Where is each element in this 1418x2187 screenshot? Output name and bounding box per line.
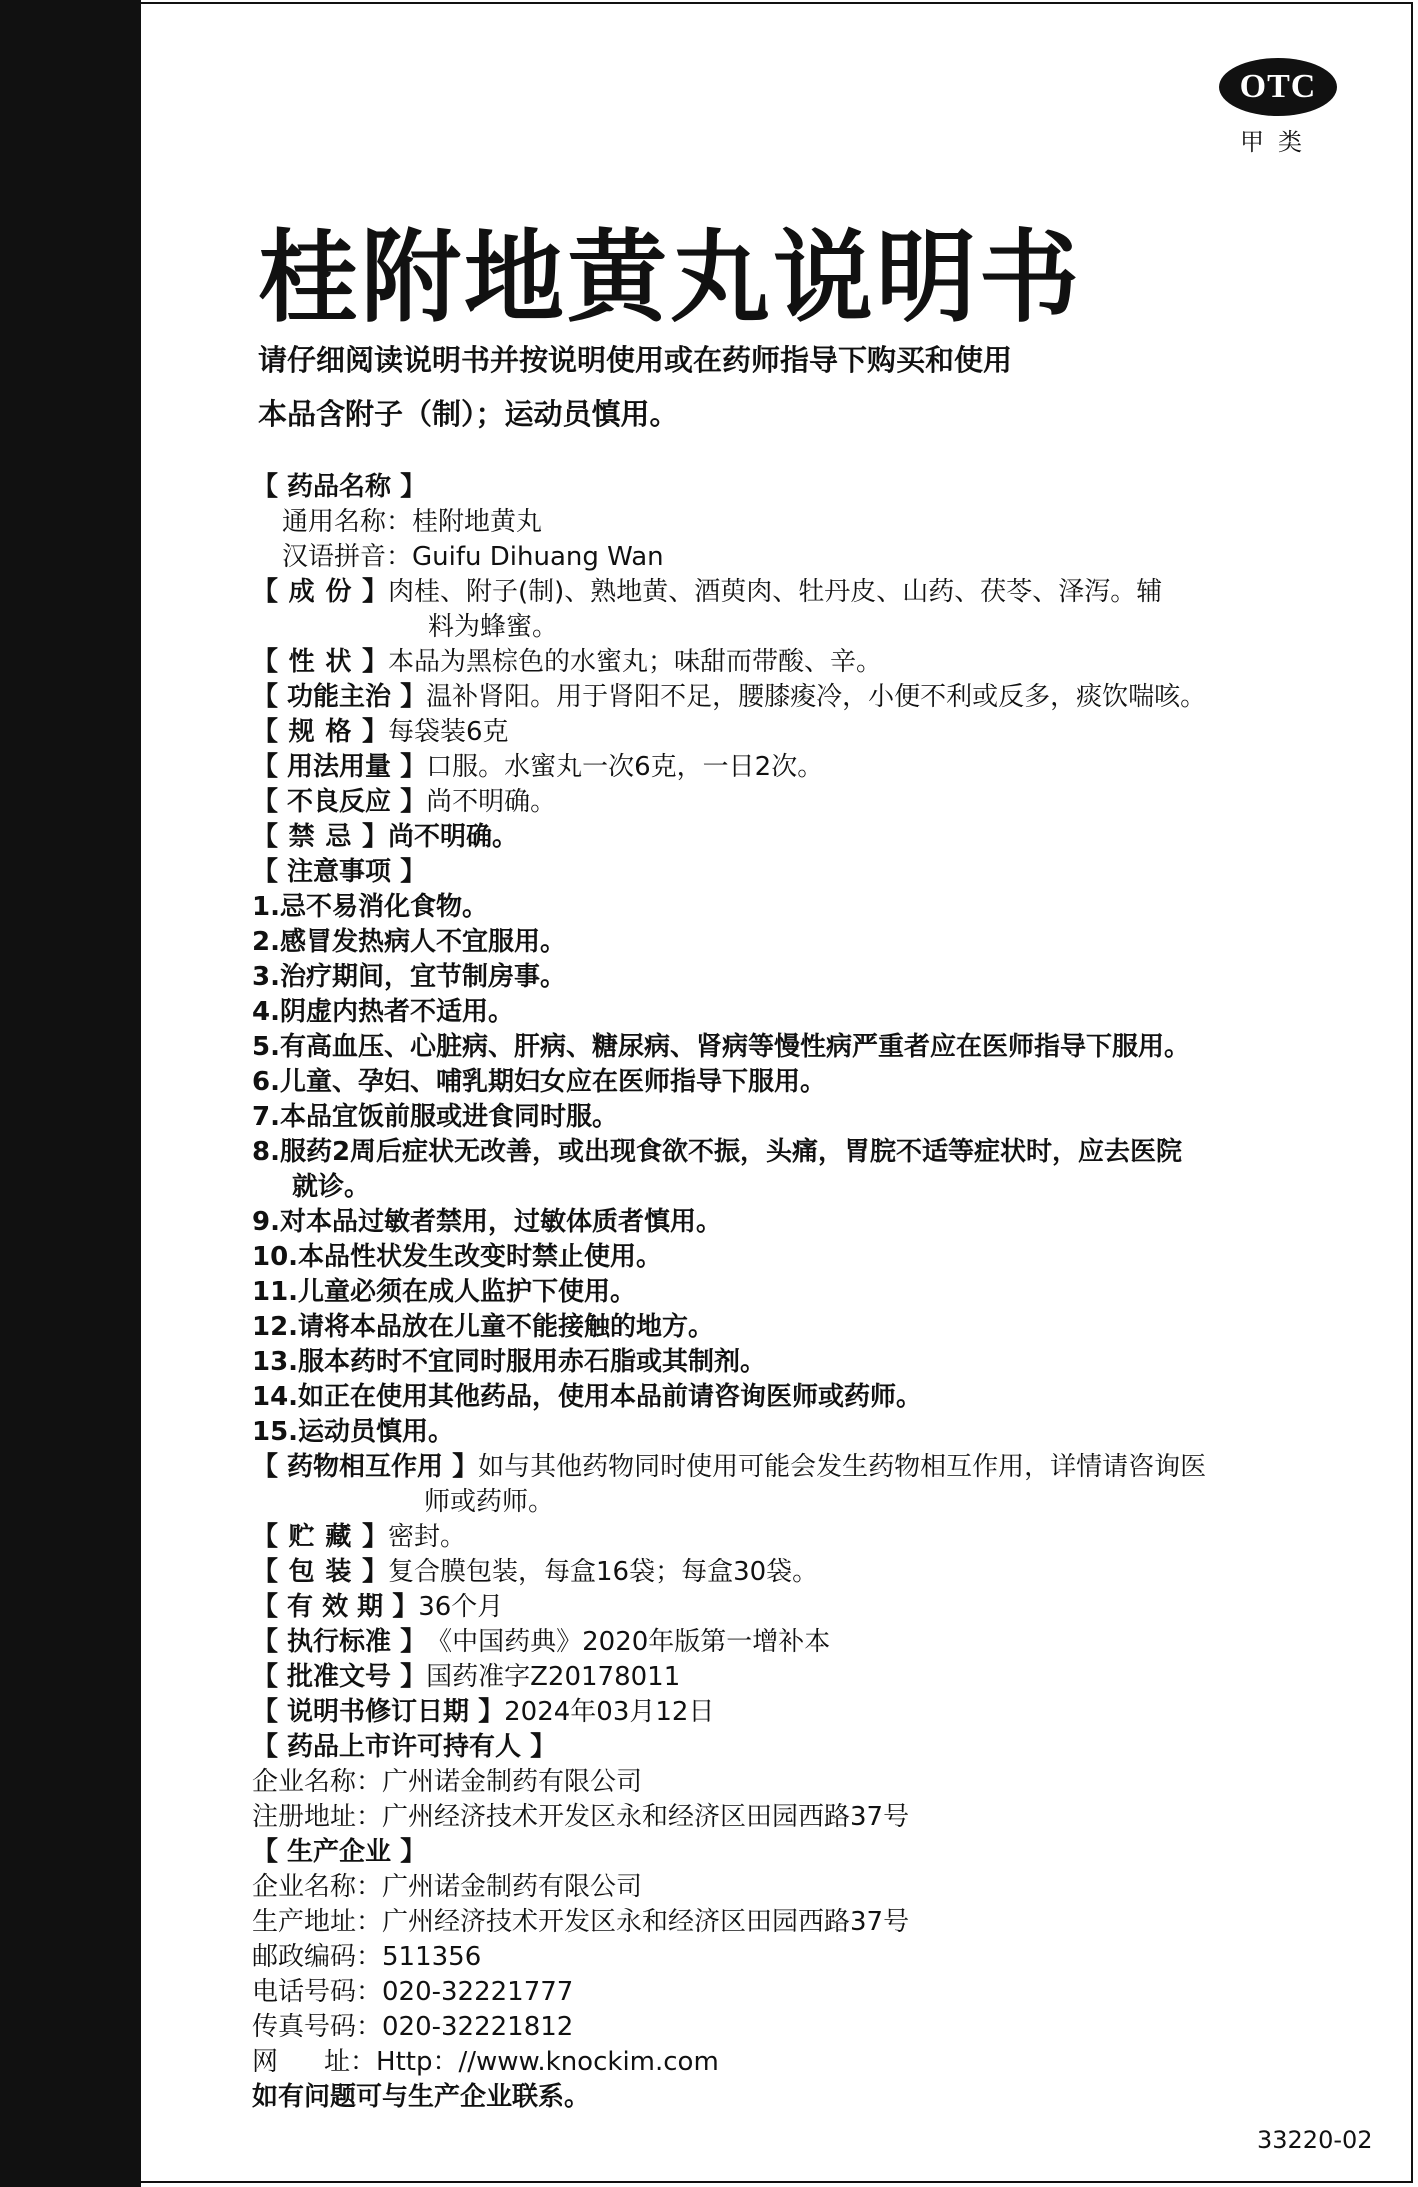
composition-label: 【 成 份 】 (252, 577, 388, 607)
manufacturer-phone: 电话号码：020-32221777 (252, 1977, 574, 2007)
manufacturer-address: 生产地址：广州经济技术开发区永和经济区田园西路37号 (252, 1907, 910, 1937)
precaution-item: 14.如正在使用其他药品，使用本品前请咨询医师或药师。 (252, 1382, 923, 1412)
otc-class-label: 甲类 (1240, 128, 1316, 156)
standard-label: 【 执行标准 】 (252, 1627, 427, 1657)
packaging-value: 复合膜包装，每盒16袋；每盒30袋。 (388, 1557, 819, 1587)
approval-row (252, 1660, 1312, 1695)
properties-row (252, 645, 1312, 680)
interactions-label: 【 药物相互作用 】 (252, 1452, 479, 1482)
precaution-item: 1.忌不易消化食物。 (252, 892, 488, 922)
precaution-item: 9.对本品过敏者禁用，过敏体质者慎用。 (252, 1207, 722, 1237)
precaution-item: 5.有高血压、心脏病、肝病、糖尿病、肾病等慢性病严重者应在医师指导下服用。 (252, 1032, 1190, 1062)
approval-value: 国药准字Z20178011 (426, 1662, 681, 1692)
generic-name-row (252, 505, 1312, 540)
validity-row (252, 1590, 1312, 1625)
manufacturer-name: 企业名称：广州诺金制药有限公司 (252, 1872, 643, 1902)
section-heading-drug-name: 【 药品名称 】 (252, 472, 427, 502)
document-code: 33220-02 (1257, 2126, 1373, 2154)
properties-value: 本品为黑棕色的水蜜丸；味甜而带酸、辛。 (388, 647, 883, 677)
precaution-item: 13.服本药时不宜同时服用赤石脂或其制剂。 (252, 1347, 767, 1377)
precaution-item: 6.儿童、孕妇、哺乳期妇女应在医师指导下服用。 (252, 1067, 826, 1097)
validity-label: 【 有 效 期 】 (252, 1592, 419, 1622)
indications-row (252, 680, 1312, 715)
website-key-part-2: 址： (324, 2047, 377, 2077)
contraindications-row (252, 820, 1312, 855)
interactions-value: 如与其他药物同时使用可能会发生药物相互作用，详情请咨询医 (478, 1452, 1207, 1482)
precaution-item: 11.儿童必须在成人监护下使用。 (252, 1277, 637, 1307)
page-title: 桂附地黄丸说明书 (258, 219, 1082, 336)
composition-value: 肉桂、附子(制)、熟地黄、酒萸肉、牡丹皮、山药、茯苓、泽泻。辅 (388, 577, 1163, 607)
approval-label: 【 批准文号 】 (252, 1662, 427, 1692)
revision-date-value: 2024年03月12日 (504, 1697, 715, 1727)
specification-label: 【 规 格 】 (252, 717, 388, 747)
dosage-label: 【 用法用量 】 (252, 752, 427, 782)
manufacturer-website (252, 2045, 1312, 2080)
interactions-row (252, 1450, 1312, 1485)
precaution-item: 2.感冒发热病人不宜服用。 (252, 927, 566, 957)
storage-label: 【 贮 藏 】 (252, 1522, 388, 1552)
specification-value: 每袋装6克 (388, 717, 509, 747)
section-heading-precautions: 【 注意事项 】 (252, 857, 427, 887)
holder-registered-address: 注册地址：广州经济技术开发区永和经济区田园西路37号 (252, 1802, 910, 1832)
revision-date-label: 【 说明书修订日期 】 (252, 1697, 505, 1727)
section-heading-manufacturer: 【 生产企业 】 (252, 1837, 427, 1867)
warning-line-1: 请仔细阅读说明书并按说明使用或在药师指导下购买和使用 (258, 343, 1013, 377)
contraindications-value: 尚不明确。 (388, 822, 519, 852)
section-heading-license-holder: 【 药品上市许可持有人 】 (252, 1732, 557, 1762)
adverse-reactions-row (252, 785, 1312, 820)
pinyin-row (252, 540, 1312, 575)
composition-row (252, 575, 1312, 610)
leaflet-body (252, 470, 1312, 2115)
dosage-row (252, 750, 1312, 785)
precaution-item: 12.请将本品放在儿童不能接触的地方。 (252, 1312, 715, 1342)
indications-label: 【 功能主治 】 (252, 682, 427, 712)
indications-value: 温补肾阳。用于肾阳不足，腰膝痠冷，小便不利或反多，痰饮喘咳。 (426, 682, 1207, 712)
pinyin-value: Guifu Dihuang Wan (412, 542, 664, 572)
specification-row (252, 715, 1312, 750)
interactions-row-cont: 师或药师。 (424, 1487, 555, 1517)
storage-row (252, 1520, 1312, 1555)
revision-date-row (252, 1695, 1312, 1730)
packaging-row (252, 1555, 1312, 1590)
precaution-item: 8.服药2周后症状无改善，或出现食欲不振，头痛，胃脘不适等症状时，应去医院 (252, 1137, 1183, 1167)
properties-label: 【 性 状 】 (252, 647, 388, 677)
generic-name-value: 桂附地黄丸 (412, 507, 543, 537)
pinyin-key: 汉语拼音： (282, 542, 413, 572)
holder-company-name: 企业名称：广州诺金制药有限公司 (252, 1767, 643, 1797)
precaution-item: 15.运动员慎用。 (252, 1417, 455, 1447)
precaution-item: 4.阴虚内热者不适用。 (252, 997, 514, 1027)
standard-row (252, 1625, 1312, 1660)
adverse-reactions-value: 尚不明确。 (426, 787, 557, 817)
contact-note: 如有问题可与生产企业联系。 (252, 2082, 591, 2112)
composition-row-cont: 料为蜂蜜。 (428, 612, 559, 642)
precaution-item: 3.治疗期间，宜节制房事。 (252, 962, 566, 992)
precaution-item-cont: 就诊。 (292, 1172, 371, 1202)
packaging-label: 【 包 装 】 (252, 1557, 388, 1587)
warning-line-2: 本品含附子（制）；运动员慎用。 (258, 397, 679, 431)
manufacturer-fax: 传真号码：020-32221812 (252, 2012, 574, 2042)
website-key-part-1: 网 (252, 2047, 279, 2077)
dosage-value: 口服。水蜜丸一次6克，一日2次。 (426, 752, 824, 782)
storage-value: 密封。 (388, 1522, 467, 1552)
generic-name-key: 通用名称： (282, 507, 413, 537)
black-side-bar (0, 0, 141, 2187)
website-link[interactable]: Http：//www.knockim.com (376, 2047, 719, 2077)
validity-value: 36个月 (418, 1592, 504, 1622)
precaution-item: 7.本品宜饭前服或进食同时服。 (252, 1102, 618, 1132)
manufacturer-postcode: 邮政编码：511356 (252, 1942, 482, 1972)
standard-value: 《中国药典》2020年版第一增补本 (426, 1627, 831, 1657)
precaution-item: 10.本品性状发生改变时禁止使用。 (252, 1242, 663, 1272)
otc-badge (1219, 58, 1337, 116)
adverse-reactions-label: 【 不良反应 】 (252, 787, 427, 817)
otc-logo: OTC (1219, 58, 1337, 116)
contraindications-label: 【 禁 忌 】 (252, 822, 388, 852)
